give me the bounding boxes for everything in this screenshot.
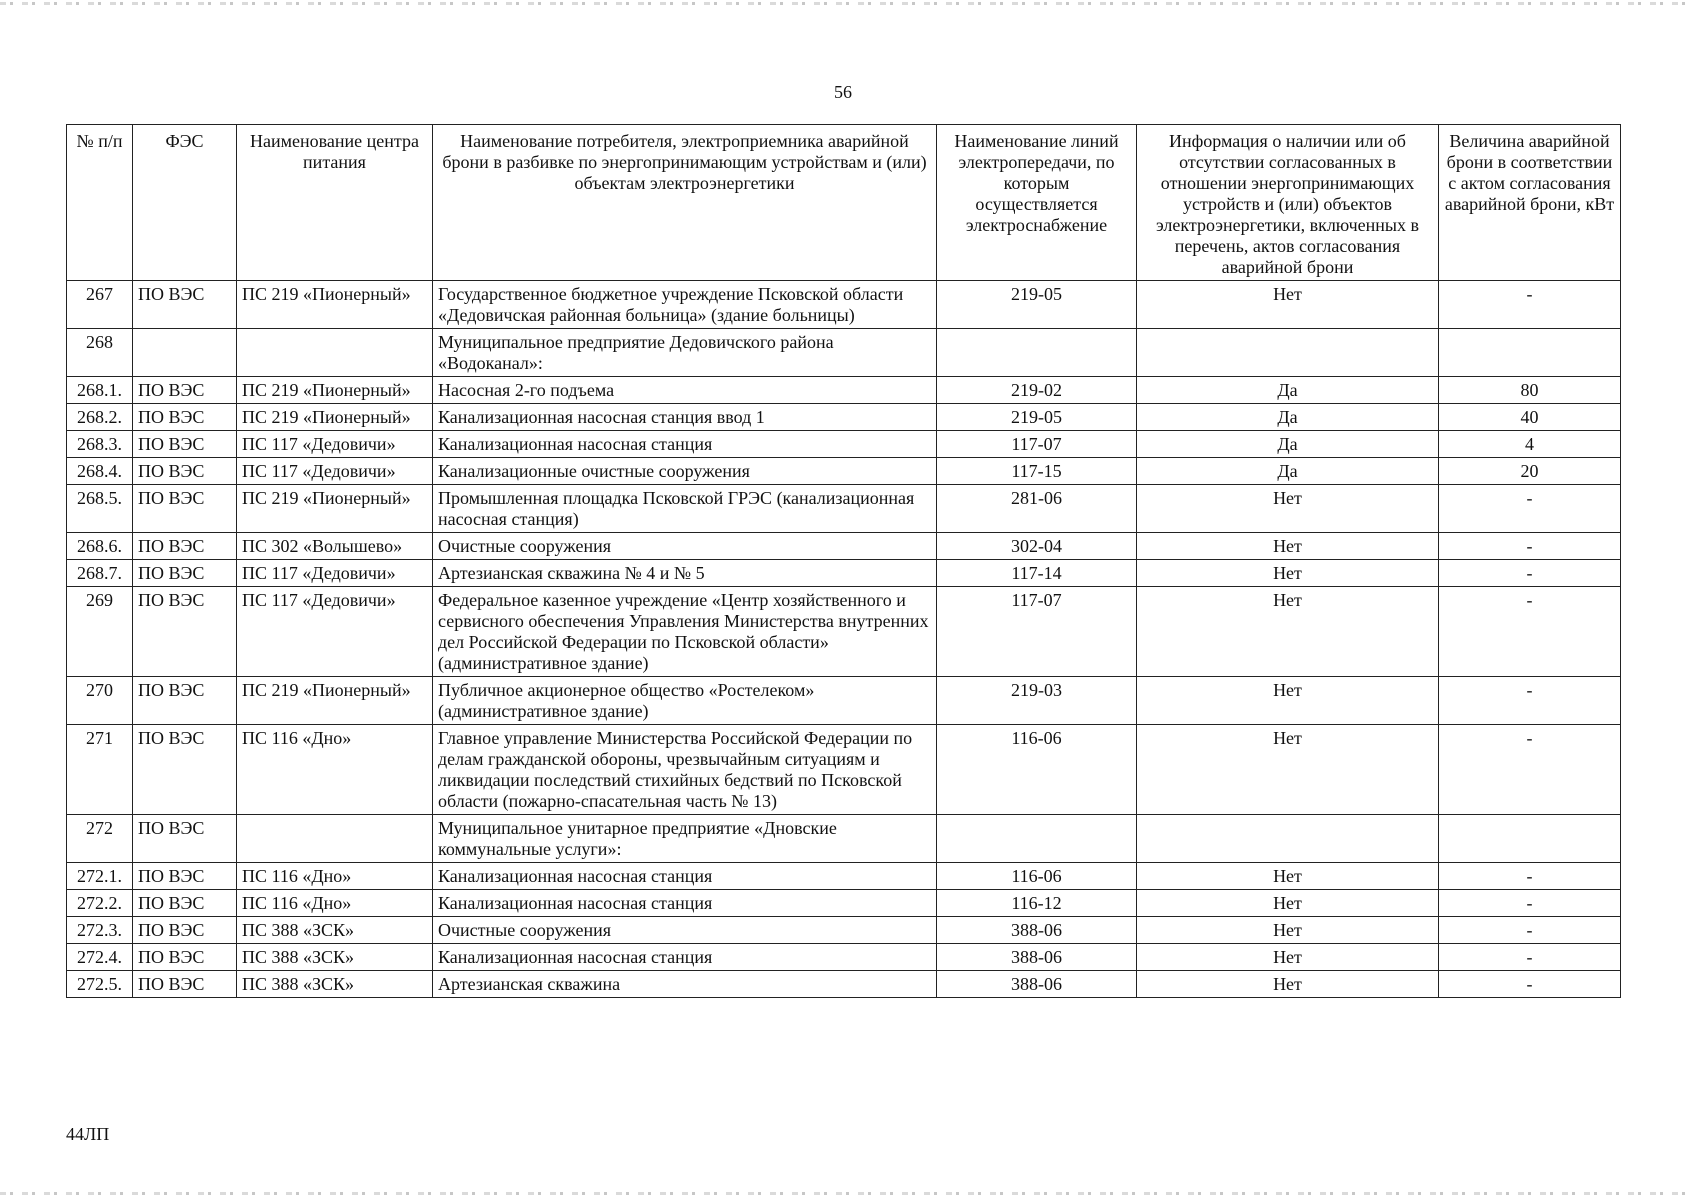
row-number: 272.2. xyxy=(67,890,133,917)
row-reserve-value: 20 xyxy=(1439,458,1621,485)
row-agreement: Нет xyxy=(1137,533,1439,560)
row-reserve-value: - xyxy=(1439,560,1621,587)
row-power-center: ПС 116 «Дно» xyxy=(237,890,433,917)
row-power-center: ПС 388 «ЗСК» xyxy=(237,971,433,998)
row-reserve-value: - xyxy=(1439,863,1621,890)
table-row xyxy=(67,431,1621,458)
row-power-line: 116-12 xyxy=(937,890,1137,917)
table-row xyxy=(67,677,1621,725)
table-row xyxy=(67,971,1621,998)
row-consumer: Канализационная насосная станция xyxy=(433,863,937,890)
row-power-center xyxy=(237,329,433,377)
row-agreement: Нет xyxy=(1137,971,1439,998)
row-consumer: Публичное акционерное общество «Ростелеком» (административное здание) xyxy=(433,677,937,725)
row-number: 267 xyxy=(67,281,133,329)
row-consumer: Канализационные очистные сооружения xyxy=(433,458,937,485)
row-power-line: 117-07 xyxy=(937,587,1137,677)
row-fes: ПО ВЭС xyxy=(133,560,237,587)
row-fes: ПО ВЭС xyxy=(133,404,237,431)
row-fes: ПО ВЭС xyxy=(133,281,237,329)
emergency-reserve-table xyxy=(66,124,1621,998)
table-row xyxy=(67,281,1621,329)
row-reserve-value: - xyxy=(1439,944,1621,971)
row-fes: ПО ВЭС xyxy=(133,677,237,725)
row-consumer: Канализационная насосная станция xyxy=(433,944,937,971)
row-power-line: 117-14 xyxy=(937,560,1137,587)
row-agreement: Нет xyxy=(1137,587,1439,677)
page-number: 56 xyxy=(834,82,852,102)
row-reserve-value: 4 xyxy=(1439,431,1621,458)
row-number: 272 xyxy=(67,815,133,863)
row-consumer: Канализационная насосная станция xyxy=(433,890,937,917)
row-fes: ПО ВЭС xyxy=(133,431,237,458)
row-power-line: 302-04 xyxy=(937,533,1137,560)
row-fes: ПО ВЭС xyxy=(133,458,237,485)
row-power-line: 116-06 xyxy=(937,863,1137,890)
table-row xyxy=(67,404,1621,431)
row-power-center: ПС 388 «ЗСК» xyxy=(237,917,433,944)
scan-edge-bottom xyxy=(0,1192,1686,1195)
header-reserve-value: Величина аварийной брони в соответствии с актом согласования аварийной брони, кВт xyxy=(1439,125,1621,281)
row-power-center: ПС 117 «Дедовичи» xyxy=(237,458,433,485)
row-number: 268.2. xyxy=(67,404,133,431)
table-row xyxy=(67,587,1621,677)
row-power-center: ПС 117 «Дедовичи» xyxy=(237,431,433,458)
row-reserve-value: 80 xyxy=(1439,377,1621,404)
row-power-line: 117-15 xyxy=(937,458,1137,485)
row-power-line: 388-06 xyxy=(937,971,1137,998)
row-power-center: ПС 117 «Дедовичи» xyxy=(237,587,433,677)
table-row xyxy=(67,725,1621,815)
row-consumer: Государственное бюджетное учреждение Псковской области «Дедовичская районная больница» (здание больницы) xyxy=(433,281,937,329)
row-power-line: 388-06 xyxy=(937,917,1137,944)
row-fes xyxy=(133,329,237,377)
row-agreement: Да xyxy=(1137,377,1439,404)
row-agreement: Нет xyxy=(1137,725,1439,815)
row-power-center: ПС 302 «Волышево» xyxy=(237,533,433,560)
row-agreement: Да xyxy=(1137,431,1439,458)
row-fes: ПО ВЭС xyxy=(133,944,237,971)
row-fes: ПО ВЭС xyxy=(133,917,237,944)
table-row xyxy=(67,944,1621,971)
row-reserve-value xyxy=(1439,329,1621,377)
row-power-center: ПС 116 «Дно» xyxy=(237,863,433,890)
table-row xyxy=(67,329,1621,377)
row-power-line: 219-05 xyxy=(937,404,1137,431)
row-reserve-value: - xyxy=(1439,281,1621,329)
row-reserve-value xyxy=(1439,815,1621,863)
table-row xyxy=(67,533,1621,560)
row-consumer: Артезианская скважина № 4 и № 5 xyxy=(433,560,937,587)
row-reserve-value: 40 xyxy=(1439,404,1621,431)
row-number: 271 xyxy=(67,725,133,815)
scan-edge-top xyxy=(0,2,1686,5)
table-row xyxy=(67,917,1621,944)
row-consumer: Муниципальное предприятие Дедовичского района «Водоканал»: xyxy=(433,329,937,377)
row-consumer: Муниципальное унитарное предприятие «Дновские коммунальные услуги»: xyxy=(433,815,937,863)
row-number: 272.5. xyxy=(67,971,133,998)
row-agreement: Нет xyxy=(1137,890,1439,917)
row-number: 268 xyxy=(67,329,133,377)
row-number: 269 xyxy=(67,587,133,677)
table-row xyxy=(67,890,1621,917)
header-number: № п/п xyxy=(67,125,133,281)
header-fes: ФЭС xyxy=(133,125,237,281)
header-consumer: Наименование потребителя, электроприемника аварийной брони в разбивке по энергопринимающим устройствам и (или) объектам электроэнергетики xyxy=(433,125,937,281)
header-power-center: Наименование центра питания xyxy=(237,125,433,281)
row-agreement: Нет xyxy=(1137,863,1439,890)
row-reserve-value: - xyxy=(1439,971,1621,998)
row-agreement: Нет xyxy=(1137,281,1439,329)
row-power-line: 219-02 xyxy=(937,377,1137,404)
row-number: 268.4. xyxy=(67,458,133,485)
row-fes: ПО ВЭС xyxy=(133,863,237,890)
row-agreement xyxy=(1137,815,1439,863)
table-row xyxy=(67,863,1621,890)
header-agreement-info: Информация о наличии или об отсутствии согласованных в отношении энергопринимающих устройств и (или) объектов электроэнергетики, включенных в перечень, актов согласования аварийной брони xyxy=(1137,125,1439,281)
table-row xyxy=(67,560,1621,587)
row-power-center: ПС 117 «Дедовичи» xyxy=(237,560,433,587)
row-reserve-value: - xyxy=(1439,677,1621,725)
row-power-center: ПС 388 «ЗСК» xyxy=(237,944,433,971)
row-fes: ПО ВЭС xyxy=(133,485,237,533)
row-fes: ПО ВЭС xyxy=(133,971,237,998)
row-reserve-value: - xyxy=(1439,485,1621,533)
row-consumer: Канализационная насосная станция xyxy=(433,431,937,458)
row-number: 268.5. xyxy=(67,485,133,533)
row-consumer: Главное управление Министерства Российской Федерации по делам гражданской обороны, чрезвычайным ситуациям и ликвидации последствий стихийных бедствий по Псковской области (пожарно-спасательная часть № 13) xyxy=(433,725,937,815)
row-power-line xyxy=(937,815,1137,863)
row-number: 272.4. xyxy=(67,944,133,971)
table-body xyxy=(67,281,1621,998)
row-power-line xyxy=(937,329,1137,377)
row-consumer: Промышленная площадка Псковской ГРЭС (канализационная насосная станция) xyxy=(433,485,937,533)
row-agreement: Нет xyxy=(1137,944,1439,971)
table-row xyxy=(67,377,1621,404)
row-fes: ПО ВЭС xyxy=(133,725,237,815)
row-agreement: Нет xyxy=(1137,917,1439,944)
row-consumer: Артезианская скважина xyxy=(433,971,937,998)
row-power-center xyxy=(237,815,433,863)
row-number: 268.6. xyxy=(67,533,133,560)
row-power-line: 388-06 xyxy=(937,944,1137,971)
row-number: 268.1. xyxy=(67,377,133,404)
row-number: 268.3. xyxy=(67,431,133,458)
row-reserve-value: - xyxy=(1439,890,1621,917)
row-consumer: Федеральное казенное учреждение «Центр хозяйственного и сервисного обеспечения Управления Министерства внутренних дел Российской Федерации по Псковской области» (административное здание) xyxy=(433,587,937,677)
row-power-center: ПС 219 «Пионерный» xyxy=(237,677,433,725)
row-fes: ПО ВЭС xyxy=(133,587,237,677)
row-power-center: ПС 219 «Пионерный» xyxy=(237,404,433,431)
row-consumer: Насосная 2-го подъема xyxy=(433,377,937,404)
row-fes: ПО ВЭС xyxy=(133,890,237,917)
table-header-row xyxy=(67,125,1621,281)
row-fes: ПО ВЭС xyxy=(133,377,237,404)
row-number: 268.7. xyxy=(67,560,133,587)
row-power-center: ПС 219 «Пионерный» xyxy=(237,377,433,404)
row-consumer: Канализационная насосная станция ввод 1 xyxy=(433,404,937,431)
row-reserve-value: - xyxy=(1439,725,1621,815)
row-reserve-value: - xyxy=(1439,917,1621,944)
table-row xyxy=(67,485,1621,533)
row-power-center: ПС 219 «Пионерный» xyxy=(237,485,433,533)
row-number: 270 xyxy=(67,677,133,725)
header-power-line: Наименование линий электропередачи, по которым осуществляется электроснабжение xyxy=(937,125,1137,281)
row-power-center: ПС 219 «Пионерный» xyxy=(237,281,433,329)
row-number: 272.1. xyxy=(67,863,133,890)
row-power-line: 281-06 xyxy=(937,485,1137,533)
table-row xyxy=(67,458,1621,485)
row-agreement: Да xyxy=(1137,404,1439,431)
row-consumer: Очистные сооружения xyxy=(433,533,937,560)
row-number: 272.3. xyxy=(67,917,133,944)
row-consumer: Очистные сооружения xyxy=(433,917,937,944)
row-reserve-value: - xyxy=(1439,587,1621,677)
row-fes: ПО ВЭС xyxy=(133,533,237,560)
row-power-center: ПС 116 «Дно» xyxy=(237,725,433,815)
document-footer-code: 44ЛП xyxy=(66,1124,110,1144)
row-reserve-value: - xyxy=(1439,533,1621,560)
row-agreement: Нет xyxy=(1137,677,1439,725)
row-power-line: 117-07 xyxy=(937,431,1137,458)
table-row xyxy=(67,815,1621,863)
row-power-line: 219-05 xyxy=(937,281,1137,329)
row-agreement: Нет xyxy=(1137,485,1439,533)
row-agreement xyxy=(1137,329,1439,377)
row-power-line: 219-03 xyxy=(937,677,1137,725)
row-agreement: Нет xyxy=(1137,560,1439,587)
row-agreement: Да xyxy=(1137,458,1439,485)
row-power-line: 116-06 xyxy=(937,725,1137,815)
row-fes: ПО ВЭС xyxy=(133,815,237,863)
